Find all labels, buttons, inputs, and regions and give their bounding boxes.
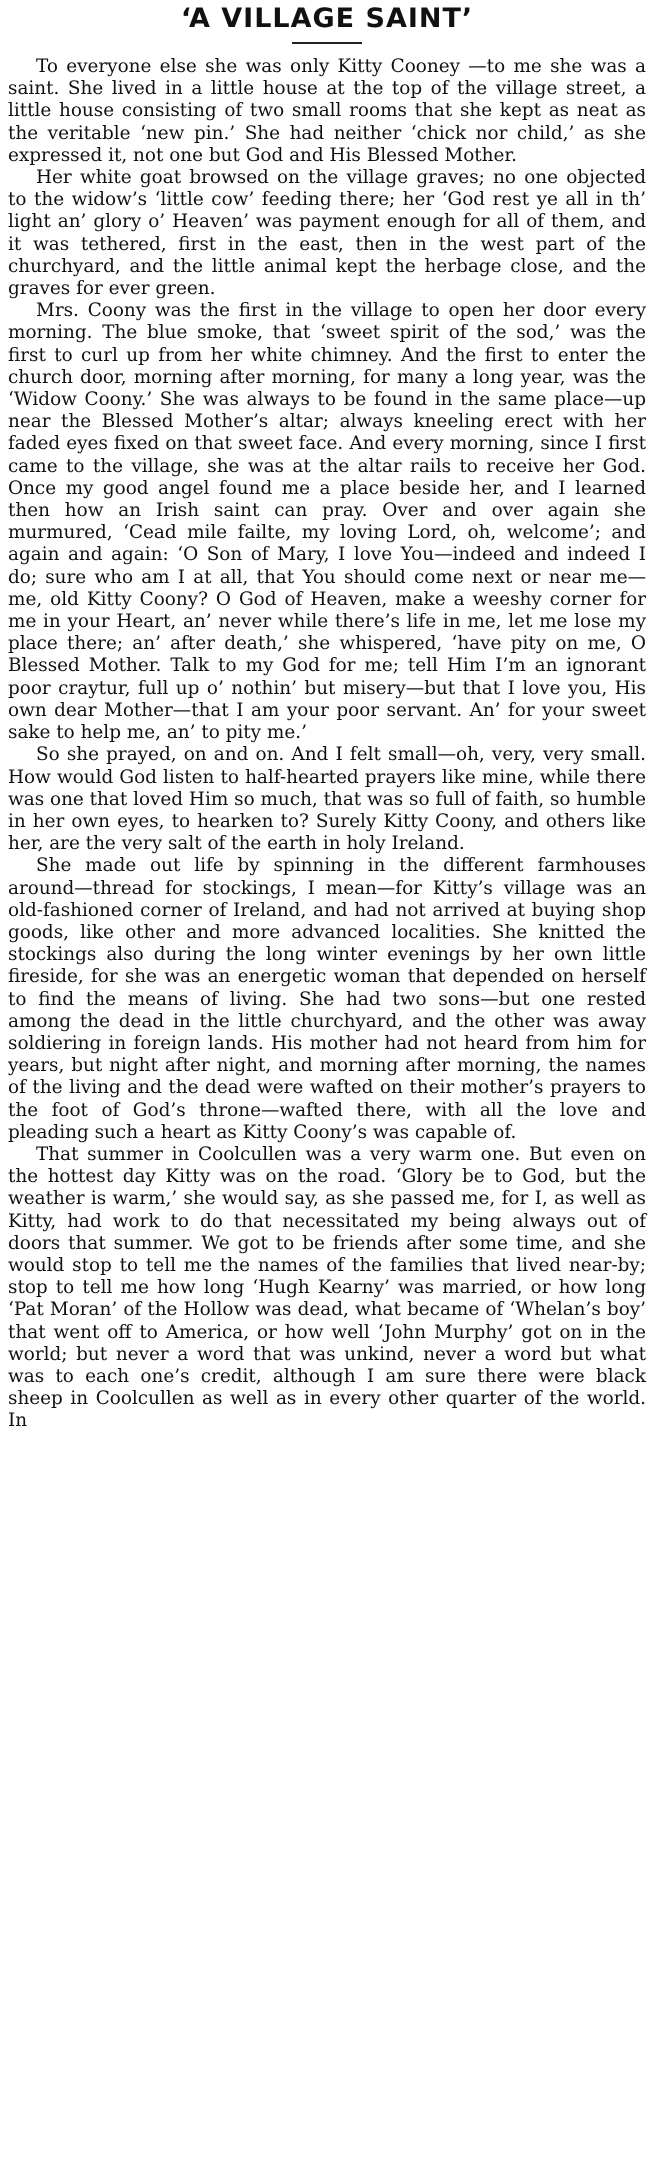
paragraph-1: To everyone else she was only Kitty Cooney —to me she was a saint. She lived in a little house at the top of the village street, a little house consisting of two small rooms that she kept as neat as the veritable ‘new pin.’ She had neither ‘chick nor child,’ as she expressed it, not one but God and His Blessed Mother. bbox=[8, 56, 646, 166]
paragraph-5: She made out life by spinning in the different farmhouses around—thread for stockings, I mean—for Kitty’s village was an old-fashioned corner of Ireland, and had not arrived at buying shop goods, like other and more advanced localities. She knitted the stockings also during the long winter evenings by her own little fireside, for she was an energetic woman that depended on herself to find the means of living. She had two sons—but one rested among the dead in the little churchyard, and the other was away soldiering in foreign lands. His mother had not heard from him for years, but night after night, and morning after morning, the names of the living and the dead were wafted on their mother’s prayers to the foot of God’s throne—wafted there, with all the love and pleading such a heart as Kitty Coony’s was capable of. bbox=[8, 855, 646, 1143]
paragraph-3: Mrs. Coony was the first in the village to open her door every morning. The blue smoke, that ‘sweet spirit of the sod,’ was the first to curl up from her white chimney. And the first to enter the church door, morning after morning, for many a long year, was the ‘Widow Coony.’ She was always to be found in the same place—up near the Blessed Mother’s altar; always kneeling erect with her faded eyes fixed on that sweet face. And every morning, since I first came to the village, she was at the altar rails to receive her God. Once my good angel found me a place beside her, and I learned then how an Irish saint can pray. Over and over again she murmured, ‘Cead mile failte, my loving Lord, oh, welcome’; and again and again: ‘O Son of Mary, I love You—indeed and indeed I do; sure who am I at all, that You should come next or near me—me, old Kitty Coony? O God of Heaven, make a weeshy corner for me in your Heart, an’ never while there’s life in me, let me lose my place there; an’ after death,’ she whispered, ‘have pity on me, O Blessed Mother. Talk to my God for me; tell Him I’m an ignorant poor craytur, full up o’ nothin’ but misery—but that I love you, His own dear Mother—that I am your poor servant. An’ for your sweet sake to help me, an’ to pity me.’ bbox=[8, 300, 646, 744]
article-body bbox=[8, 56, 646, 1433]
paragraph-2: Her white goat browsed on the village graves; no one objected to the widow’s ‘little cow’ feeding there; her ‘God rest ye all in th’ light an’ glory o’ Heaven’ was payment enough for all of them, and it was tethered, first in the east, then in the west part of the churchyard, and the little animal kept the herbage close, and the graves for ever green. bbox=[8, 167, 646, 300]
title-rule bbox=[292, 42, 362, 44]
paragraph-4: So she prayed, on and on. And I felt small—oh, very, very small. How would God listen to half-hearted prayers like mine, while there was one that loved Him so much, that was so full of faith, so humble in her own eyes, to hearken to? Surely Kitty Coony, and others like her, are the very salt of the earth in holy Ireland. bbox=[8, 744, 646, 855]
article-title: ‘A VILLAGE SAINT’ bbox=[180, 3, 474, 34]
paragraph-6: That summer in Coolcullen was a very warm one. But even on the hottest day Kitty was on the road. ‘Glory be to God, but the weather is warm,’ she would say, as she passed me, for I, as well as Kitty, had work to do that necessitated my being always out of doors that summer. We got to be friends after some time, and she would stop to tell me the names of the families that lived near-by; stop to tell me how long ‘Hugh Kearny’ was married, or how long ‘Pat Moran’ of the Hollow was dead, what became of ‘Whelan’s boy’ that went off to America, or how well ‘John Murphy’ got on in the world; but never a word that was unkind, never a word but what was to each one’s credit, although I am sure there were black sheep in Coolcullen as well as in every other quarter of the world. In bbox=[8, 1143, 646, 1432]
